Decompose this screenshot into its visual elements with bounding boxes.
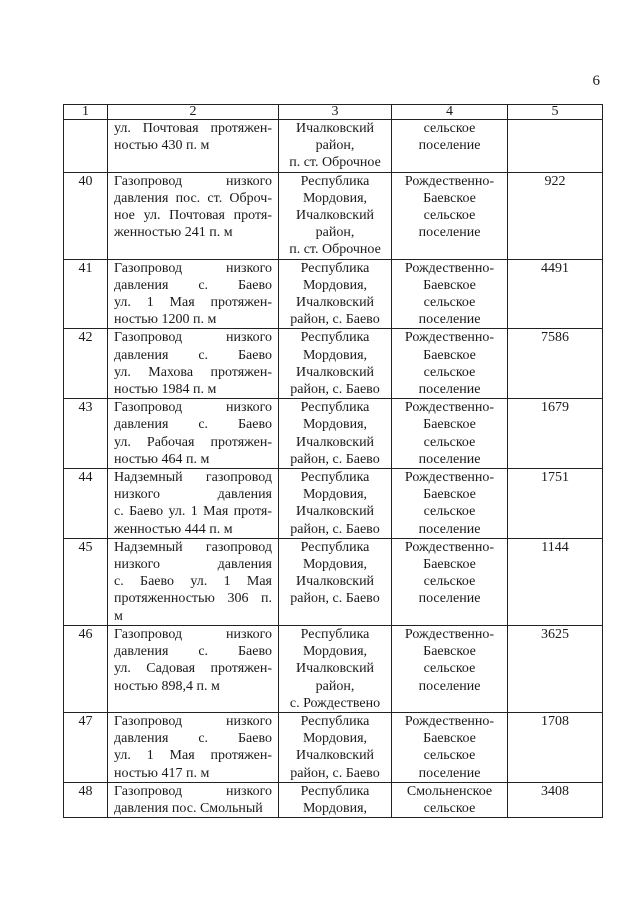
name-line: низкого давления (114, 557, 272, 573)
settlement-line: Баевское (423, 644, 476, 660)
settlement-line: Баевское (423, 557, 476, 573)
name-line: низкого давления (114, 487, 272, 503)
object-name-cell (108, 172, 279, 259)
settlement-line: поселение (418, 591, 481, 607)
object-name-cell (108, 120, 279, 173)
location-line: район, (315, 138, 355, 154)
location-line: Ичалковский (295, 208, 375, 224)
settlement-cell (392, 469, 508, 539)
row-number-text: 43 (78, 400, 93, 416)
row-number-text: 45 (78, 539, 93, 555)
location-cell (279, 172, 392, 259)
name-line: протяженностью 306 п. (114, 591, 272, 607)
row-number-text: 41 (78, 260, 93, 276)
location-line: район, (315, 225, 355, 241)
settlement-line: поселение (418, 765, 481, 781)
row-number (64, 399, 108, 469)
name-line: Газопровод низкого (114, 260, 272, 276)
settlement-line: поселение (418, 312, 481, 328)
value-cell (508, 399, 603, 469)
name-line: Надземный газопровод (114, 470, 272, 486)
location-line: район, с. Баево (290, 312, 380, 328)
location-line: Ичалковский (295, 364, 375, 380)
location-line: район, с. Баево (290, 765, 380, 781)
value-text: 7586 (541, 330, 569, 346)
name-line: женностью 241 п. м (114, 225, 233, 241)
value-text: 3408 (541, 783, 569, 799)
location-line: Мордовия, (302, 347, 368, 363)
name-line: ностью 898,4 п. м (114, 678, 220, 694)
settlement-line: поселение (418, 521, 481, 537)
settlement-line: Рождественно- (404, 173, 495, 189)
name-line: Газопровод низкого (114, 173, 272, 189)
settlement-line: поселение (418, 451, 481, 467)
row-number (64, 538, 108, 625)
value-cell (508, 625, 603, 712)
location-cell (279, 399, 392, 469)
value-cell (508, 782, 603, 817)
gas-pipeline-table (63, 104, 603, 818)
settlement-line: сельское (423, 574, 476, 590)
settlement-cell (392, 712, 508, 782)
location-line: Ичалковский (295, 434, 375, 450)
settlement-line: Баевское (423, 417, 476, 433)
value-text: 1144 (541, 539, 569, 555)
value-text: 4491 (541, 260, 569, 276)
table-row (64, 259, 603, 329)
location-line: Республика (300, 173, 370, 189)
location-line: район, с. Баево (290, 591, 380, 607)
settlement-line: сельское (423, 434, 476, 450)
location-line: район, с. Баево (290, 451, 380, 467)
settlement-line: Рождественно- (404, 260, 495, 276)
value-text: 3625 (541, 626, 569, 642)
location-line: район, с. Баево (290, 521, 380, 537)
name-line: ул. Почтовая протяжен- (114, 121, 272, 136)
name-line: ностью 430 п. м (114, 138, 210, 154)
row-number (64, 329, 108, 399)
name-line: Газопровод низкого (114, 626, 272, 642)
location-line: Республика (300, 539, 370, 555)
object-name-cell (108, 399, 279, 469)
name-line: Газопровод низкого (114, 783, 272, 799)
location-cell (279, 782, 392, 817)
settlement-cell (392, 329, 508, 399)
table-row (64, 329, 603, 399)
location-cell (279, 469, 392, 539)
settlement-cell (392, 625, 508, 712)
object-name-cell (108, 782, 279, 817)
settlement-line: сельское (423, 364, 476, 380)
name-line: ул. Рабочая протяжен- (114, 434, 272, 450)
location-line: Мордовия, (302, 487, 368, 503)
value-cell (508, 259, 603, 329)
location-line: район, (315, 678, 355, 694)
settlement-line: Рождественно- (404, 400, 495, 416)
location-line: Республика (300, 330, 370, 346)
settlement-line: поселение (418, 138, 481, 154)
name-line: Надземный газопровод (114, 539, 272, 555)
location-line: п. ст. Оброчное (289, 155, 381, 171)
location-line: Мордовия, (302, 731, 368, 747)
table-row (64, 172, 603, 259)
row-number-text: 48 (78, 783, 93, 799)
object-name-cell (108, 712, 279, 782)
location-line: Ичалковский (295, 504, 375, 520)
location-cell (279, 120, 392, 173)
row-number (64, 259, 108, 329)
settlement-line: сельское (423, 121, 476, 136)
name-line: ул. Садовая протяжен- (114, 661, 272, 677)
settlement-line: Баевское (423, 190, 476, 206)
name-line: ностью 1200 п. м (114, 312, 217, 328)
table-row (64, 399, 603, 469)
settlement-line: Баевское (423, 731, 476, 747)
name-line: давления с. Баево (114, 277, 272, 293)
column-number-5: 5 (508, 105, 603, 120)
name-line: Газопровод низкого (114, 330, 272, 346)
table-row (64, 538, 603, 625)
settlement-line: поселение (418, 382, 481, 398)
location-line: Республика (300, 470, 370, 486)
settlement-line: Рождественно- (404, 713, 495, 729)
location-line: Мордовия, (302, 417, 368, 433)
name-line: с. Баево ул. 1 Мая протя- (114, 504, 272, 520)
location-line: с. Рождествено (289, 695, 381, 711)
settlement-line: сельское (423, 504, 476, 520)
settlement-line: Рождественно- (404, 470, 495, 486)
value-cell (508, 172, 603, 259)
settlement-line: поселение (418, 678, 481, 694)
column-number-4: 4 (392, 105, 508, 120)
object-name-cell (108, 329, 279, 399)
row-number (64, 469, 108, 539)
row-number-text: 40 (78, 173, 93, 189)
column-number-1: 1 (64, 105, 108, 120)
table-row (64, 625, 603, 712)
name-line: с. Баево ул. 1 Мая (114, 574, 272, 590)
value-cell (508, 329, 603, 399)
settlement-line: Баевское (423, 277, 476, 293)
row-number-text: 47 (78, 713, 93, 729)
row-number (64, 120, 108, 173)
location-cell (279, 329, 392, 399)
value-text: 922 (544, 173, 566, 189)
row-number-text: 42 (78, 330, 93, 346)
column-number-2: 2 (108, 105, 279, 120)
name-line: давления с. Баево (114, 417, 272, 433)
location-line: Мордовия, (302, 557, 368, 573)
name-line: ностью 464 п. м (114, 451, 210, 467)
name-line: ул. 1 Мая протяжен- (114, 295, 272, 311)
name-line: ул. 1 Мая протяжен- (114, 748, 272, 764)
name-line: ностью 1984 п. м (114, 382, 217, 398)
location-line: Ичалковский (295, 748, 375, 764)
table-row (64, 712, 603, 782)
settlement-line: Рождественно- (404, 330, 495, 346)
settlement-cell (392, 538, 508, 625)
object-name-cell (108, 259, 279, 329)
settlement-cell (392, 259, 508, 329)
settlement-line: Баевское (423, 487, 476, 503)
name-line: м (114, 608, 123, 624)
settlement-line: Смольненское (406, 783, 493, 799)
name-line: давления пос. Смольный (114, 800, 263, 816)
settlement-cell (392, 399, 508, 469)
location-line: Мордовия, (302, 644, 368, 660)
object-name-cell (108, 625, 279, 712)
name-line: давления пос. ст. Оброч- (114, 190, 272, 206)
settlement-line: сельское (423, 661, 476, 677)
row-number (64, 625, 108, 712)
location-line: Ичалковский (295, 121, 375, 136)
object-name-cell (108, 538, 279, 625)
row-number (64, 782, 108, 817)
table-row (64, 469, 603, 539)
row-number (64, 712, 108, 782)
location-line: Республика (300, 626, 370, 642)
settlement-line: Рождественно- (404, 626, 495, 642)
name-line: давления с. Баево (114, 731, 272, 747)
settlement-cell (392, 172, 508, 259)
table-row (64, 120, 603, 173)
name-line: Газопровод низкого (114, 400, 272, 416)
location-line: Ичалковский (295, 295, 375, 311)
row-number-text: 44 (78, 470, 93, 486)
location-line: Республика (300, 260, 370, 276)
table-row (64, 782, 603, 817)
name-line: давления с. Баево (114, 644, 272, 660)
location-line: Мордовия, (302, 800, 368, 816)
value-cell (508, 120, 603, 173)
location-line: Мордовия, (302, 190, 368, 206)
name-line: ностью 417 п. м (114, 765, 210, 781)
location-cell (279, 259, 392, 329)
name-line: ул. Махова протяжен- (114, 364, 272, 380)
location-cell (279, 538, 392, 625)
row-number (64, 172, 108, 259)
settlement-line: сельское (423, 208, 476, 224)
name-line: женностью 444 п. м (114, 521, 233, 537)
location-line: район, с. Баево (290, 382, 380, 398)
settlement-line: сельское (423, 295, 476, 311)
location-line: Ичалковский (295, 574, 375, 590)
value-text: 1708 (541, 713, 569, 729)
name-line: давления с. Баево (114, 347, 272, 363)
value-cell (508, 469, 603, 539)
value-cell (508, 538, 603, 625)
settlement-line: Рождественно- (404, 539, 495, 555)
column-number-row (64, 105, 603, 120)
location-line: Республика (300, 783, 370, 799)
value-cell (508, 712, 603, 782)
location-line: Республика (300, 400, 370, 416)
location-cell (279, 712, 392, 782)
column-number-3: 3 (279, 105, 392, 120)
object-name-cell (108, 469, 279, 539)
settlement-line: сельское (423, 800, 476, 816)
location-line: Республика (300, 713, 370, 729)
settlement-cell (392, 782, 508, 817)
location-cell (279, 625, 392, 712)
settlement-line: поселение (418, 225, 481, 241)
location-line: Ичалковский (295, 661, 375, 677)
settlement-line: Баевское (423, 347, 476, 363)
page-number: 6 (592, 73, 600, 89)
settlement-line: сельское (423, 748, 476, 764)
value-text: 1679 (541, 400, 569, 416)
location-line: п. ст. Оброчное (289, 242, 381, 258)
row-number-text: 46 (78, 626, 93, 642)
location-line: Мордовия, (302, 277, 368, 293)
settlement-cell (392, 120, 508, 173)
value-text: 1751 (541, 470, 569, 486)
name-line: Газопровод низкого (114, 713, 272, 729)
name-line: ное ул. Почтовая протя- (114, 208, 272, 224)
